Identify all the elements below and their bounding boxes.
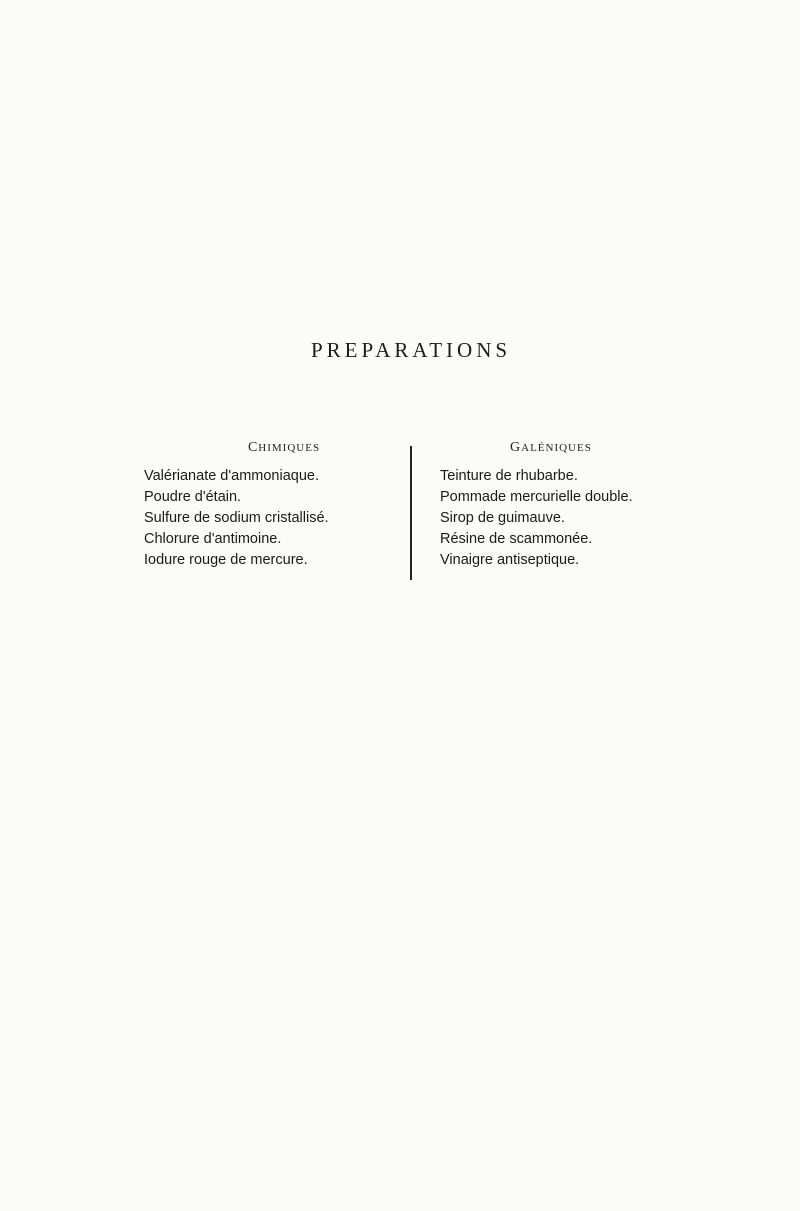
column-galeniques <box>440 438 690 571</box>
list-item: Teinture de rhubarbe. <box>440 468 578 484</box>
list-item: Valérianate d'ammoniaque. <box>144 468 319 484</box>
preparations-columns <box>144 438 684 580</box>
list-item: Sulfure de sodium cristallisé. <box>144 510 329 526</box>
column-heading-galeniques <box>440 438 690 458</box>
list-item: Pommade mercurielle double. <box>440 489 633 505</box>
list-item: Chlorure d'antimoine. <box>144 531 282 547</box>
list-chimiques <box>144 466 404 571</box>
heading-initial: G <box>510 440 522 455</box>
column-divider <box>410 446 412 580</box>
heading-rest: ALÉNIQUES <box>521 442 592 454</box>
list-item: Sirop de guimauve. <box>440 510 565 526</box>
heading-initial: C <box>247 440 259 455</box>
column-chimiques <box>144 438 404 571</box>
list-item: Vinaigre antiseptique. <box>440 552 580 568</box>
column-heading-chimiques <box>144 438 404 458</box>
page-title: PREPARATIONS <box>310 338 512 362</box>
list-item: Iodure rouge de mercure. <box>144 552 308 568</box>
list-galeniques <box>440 466 690 571</box>
list-item: Poudre d'étain. <box>144 489 242 505</box>
heading-rest: HIMIQUES <box>258 442 321 454</box>
list-item: Résine de scammonée. <box>440 531 593 547</box>
